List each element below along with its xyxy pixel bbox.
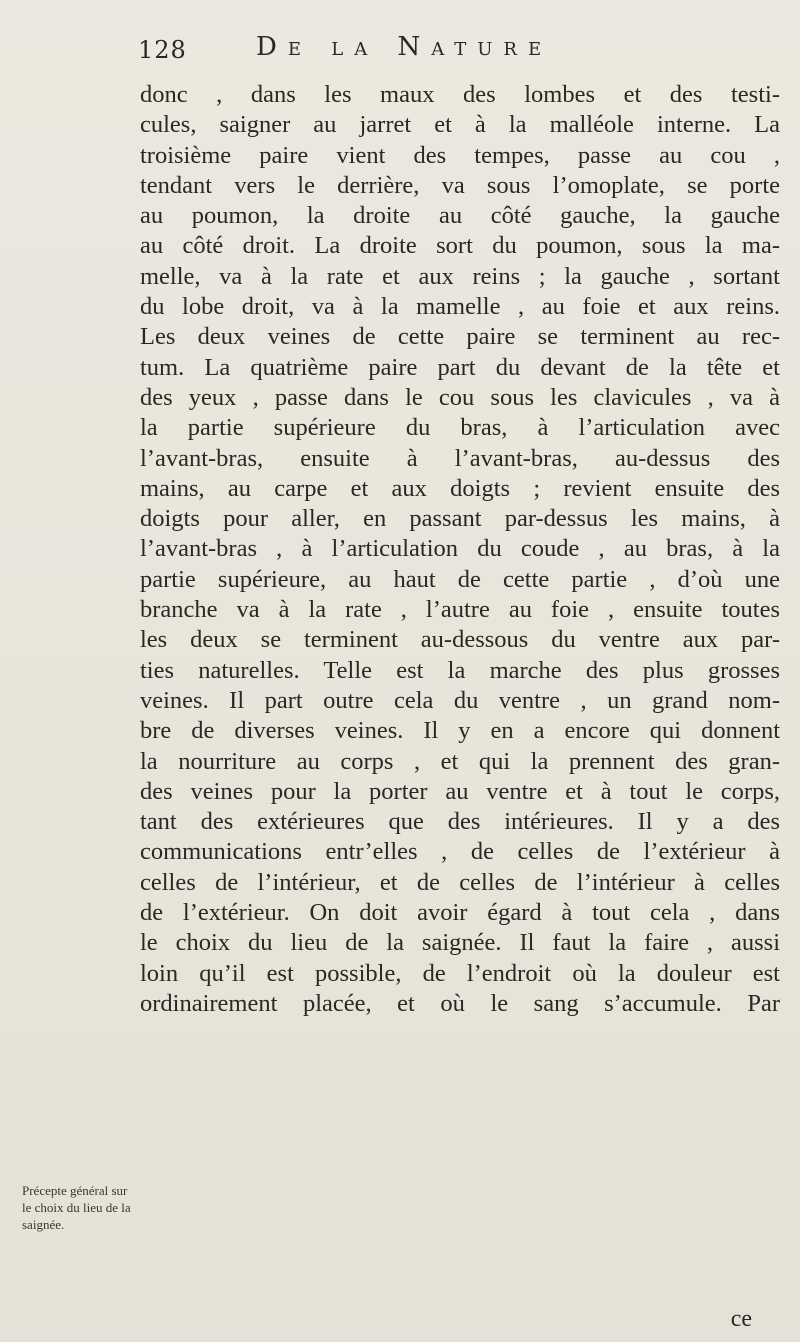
text-line: ordinairement placée, et où le sang s’accumule. Par bbox=[140, 989, 780, 1017]
text-line: au côté droit. La droite sort du poumon, sous la ma- bbox=[140, 232, 780, 260]
text-line: la nourriture au corps , et qui la prennent des gran- bbox=[140, 747, 780, 775]
body-text bbox=[140, 80, 780, 1019]
text-line: cules, saigner au jarret et à la malléole interne. La bbox=[140, 111, 780, 139]
text-line: tant des extérieures que des intérieures. Il y a des bbox=[140, 808, 780, 836]
text-line: communications entr’elles , de celles de l’extérieur à bbox=[140, 838, 780, 866]
text-line: partie supérieure, au haut de cette partie , d’où une bbox=[140, 565, 780, 593]
page-number: 128 bbox=[138, 36, 187, 64]
text-line: Les deux veines de cette paire se terminent au rec- bbox=[140, 323, 780, 351]
page-header bbox=[138, 32, 778, 76]
text-line: de l’extérieur. On doit avoir égard à tout cela , dans bbox=[140, 899, 780, 927]
text-line: des yeux , passe dans le cou sous les clavicules , va à bbox=[140, 383, 780, 411]
text-line: le choix du lieu de la saignée. Il faut la faire , aussi bbox=[140, 929, 780, 957]
text-line: au poumon, la droite au côté gauche, la gauche bbox=[140, 202, 780, 230]
text-line: tum. La quatrième paire part du devant de la tête et bbox=[140, 353, 780, 381]
text-line: loin qu’il est possible, de l’endroit où la douleur est bbox=[140, 959, 780, 987]
text-line: bre de diverses veines. Il y en a encore qui donnent bbox=[140, 717, 780, 745]
text-line: melle, va à la rate et aux reins ; la gauche , sortant bbox=[140, 262, 780, 290]
text-line: celles de l’intérieur, et de celles de l’intérieur à celles bbox=[140, 868, 780, 896]
margin-note: Précepte général sur le choix du lieu de la saignée. bbox=[22, 1183, 131, 1232]
text-line: l’avant-bras, ensuite à l’avant-bras, au-dessus des bbox=[140, 444, 780, 472]
text-line: veines. Il part outre cela du ventre , un grand nom- bbox=[140, 686, 780, 714]
text-line: doigts pour aller, en passant par-dessus les mains, à bbox=[140, 505, 780, 533]
running-title: De la Nature bbox=[256, 32, 553, 62]
text-line: des veines pour la porter au ventre et à tout le corps, bbox=[140, 777, 780, 805]
text-line: les deux se terminent au-dessous du ventre aux par- bbox=[140, 626, 780, 654]
text-line: ties naturelles. Telle est la marche des plus grosses bbox=[140, 656, 780, 684]
text-line: du lobe droit, va à la mamelle , au foie et aux reins. bbox=[140, 293, 780, 321]
text-line: tendant vers le derrière, va sous l’omoplate, se porte bbox=[140, 171, 780, 199]
text-line: mains, au carpe et aux doigts ; revient ensuite des bbox=[140, 474, 780, 502]
text-line: la partie supérieure du bras, à l’articulation avec bbox=[140, 414, 780, 442]
text-line: troisième paire vient des tempes, passe au cou , bbox=[140, 141, 780, 169]
text-line: branche va à la rate , l’autre au foie , ensuite toutes bbox=[140, 596, 780, 624]
text-line: l’avant-bras , à l’articulation du coude , au bras, à la bbox=[140, 535, 780, 563]
catchword: ce bbox=[730, 1306, 752, 1332]
text-line: donc , dans les maux des lombes et des testi- bbox=[140, 81, 780, 108]
